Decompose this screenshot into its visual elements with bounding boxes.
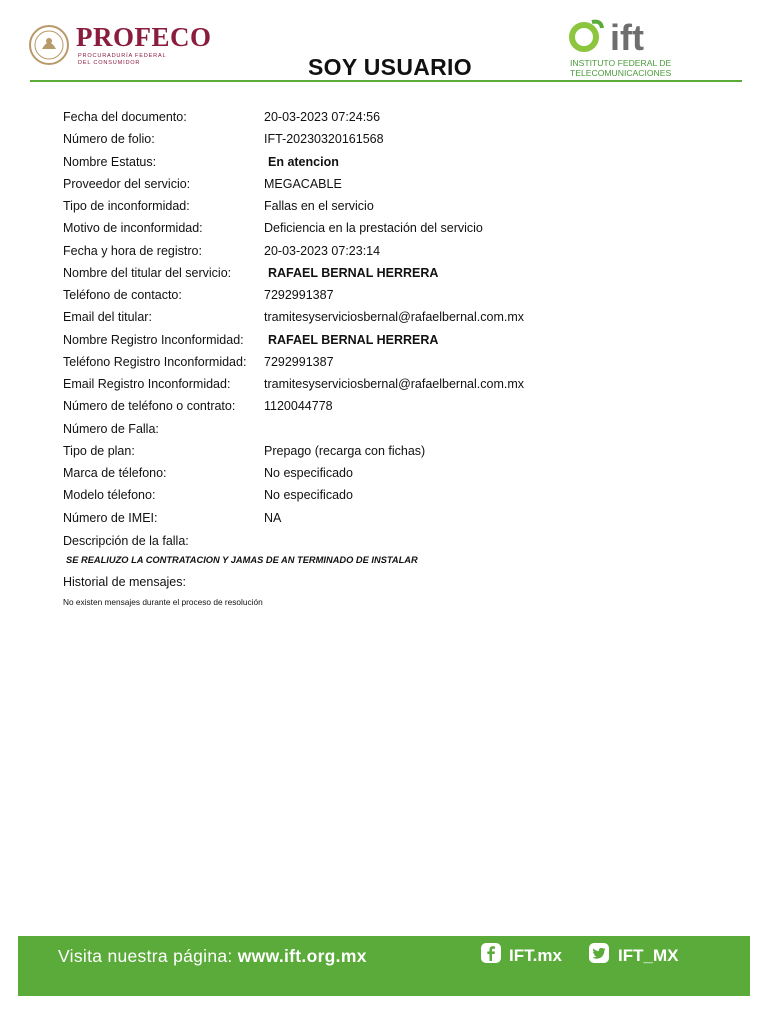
profeco-name: PROFECO [76,22,212,52]
field-value: IFT-20230320161568 [264,132,384,147]
coat-of-arms-seal-icon [28,24,70,66]
field-value: 1120044778 [264,399,333,414]
field-row [63,264,743,286]
field-value: 7292991387 [264,288,334,302]
field-label: Número de IMEI: [63,510,158,525]
field-value: No especificado [264,466,353,480]
field-value: Prepago (recarga con fichas) [264,443,426,458]
field-row [63,219,743,241]
field-label: Número de Falla: [63,421,159,436]
field-row [63,286,743,308]
field-label: Motivo de inconformidad: [63,221,203,236]
footer-banner [18,936,750,996]
field-value: tramitesyserviciosbernal@rafaelbernal.com.mx [264,377,524,391]
ift-wordmark: ift [610,17,644,58]
ift-swirl-icon [568,18,606,54]
field-label: Número de folio: [63,132,155,147]
field-row [63,197,743,219]
ift-subtitle-line-2: TELECOMUNICACIONES [570,68,672,78]
field-value: En atencion [268,154,339,169]
field-row [63,509,743,531]
field-label: Email Registro Inconformidad: [63,377,231,391]
field-label: Nombre Registro Inconformidad: [63,332,244,347]
field-label: Fecha del documento: [63,110,187,124]
footer-visit-text [58,946,367,967]
field-value: RAFAEL BERNAL HERRERA [268,332,439,347]
field-label: Fecha y hora de registro: [63,243,202,258]
field-label: Proveedor del servicio: [63,176,191,191]
field-label: Tipo de inconformidad: [63,199,190,213]
history-label: Historial de mensajes: [63,575,186,589]
field-label: Número de teléfono o contrato: [63,399,236,414]
field-row [63,442,743,464]
field-label: Tipo de plan: [63,443,135,458]
profeco-subtitle-line-2: DEL CONSUMIDOR [78,60,141,66]
profeco-subtitle-line-1: PROCURADURÍA FEDERAL [78,53,167,59]
field-value: tramitesyserviciosbernal@rafaelbernal.com.mx [264,310,524,325]
twitter-icon[interactable] [588,942,610,964]
history-text: No existen mensajes durante el proceso de resolución [63,597,263,607]
field-label: Email del titular: [63,310,152,325]
field-row [63,420,743,442]
field-label: Teléfono Registro Inconformidad: [63,354,247,369]
field-row [63,175,743,197]
facebook-icon[interactable] [480,942,502,964]
field-value: 20-03-2023 07:24:56 [264,110,381,124]
field-value: Deficiencia en la prestación del servicio [264,221,483,236]
field-label: Nombre Estatus: [63,154,157,169]
field-value: NA [264,510,282,525]
field-value: Fallas en el servicio [264,199,374,213]
field-value: No especificado [264,488,353,503]
header [0,0,768,90]
field-row [63,375,743,397]
profeco-logo [28,22,228,68]
field-row [63,130,743,152]
field-row [63,486,743,508]
field-label: Teléfono de contacto: [63,288,182,302]
field-value: 7292991387 [264,354,334,369]
header-divider [30,80,742,82]
record-fields [63,108,743,531]
description-label: Descripción de la falla: [63,534,189,548]
field-row [63,397,743,419]
field-value: 20-03-2023 07:23:14 [264,243,381,258]
field-row [63,331,743,353]
page-title: SOY USUARIO [308,54,472,80]
website-link[interactable]: www.ift.org.mx [237,946,367,966]
twitter-handle[interactable]: IFT_MX [618,946,679,965]
ift-logo [568,18,738,80]
profeco-subtitle [78,53,166,67]
field-row [63,153,743,175]
footer-visit-label: Visita nuestra página: [58,946,238,966]
field-label: Modelo télefono: [63,488,156,503]
field-value: RAFAEL BERNAL HERRERA [268,265,439,280]
facebook-handle[interactable]: IFT.mx [509,946,562,965]
field-label: Marca de télefono: [63,466,167,480]
field-row [63,353,743,375]
field-row [63,242,743,264]
field-row [63,308,743,330]
field-label: Nombre del titular del servicio: [63,265,232,280]
field-value: MEGACABLE [264,176,342,191]
field-row [63,108,743,130]
description-text: SE REALIUZO LA CONTRATACION Y JAMAS DE AN TERMINADO DE INSTALAR [66,555,418,565]
field-row [63,464,743,486]
ift-subtitle [570,58,671,78]
ift-subtitle-line-1: INSTITUTO FEDERAL DE [570,58,672,68]
